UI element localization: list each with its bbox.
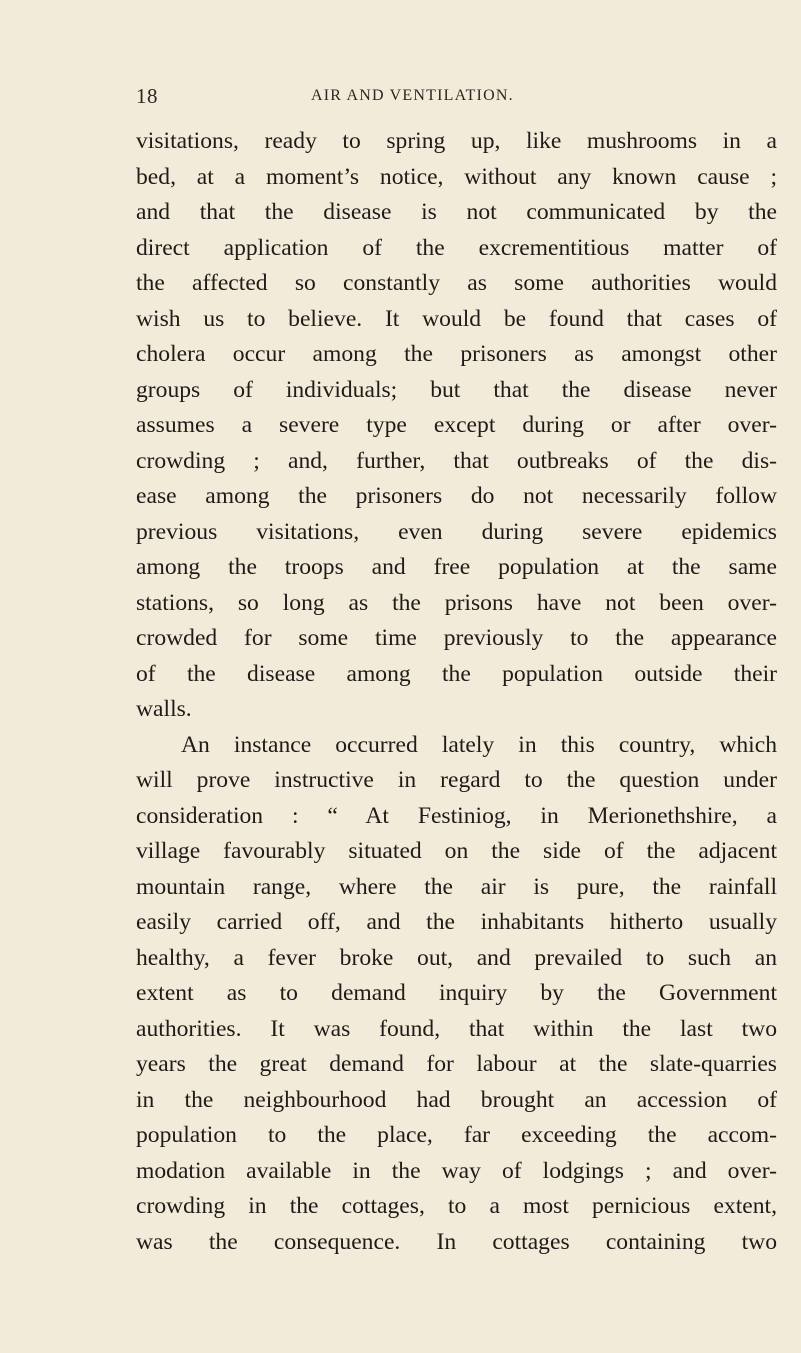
text-line: modation available in the way of lodgings ; and over- <box>136 1157 777 1184</box>
text-line: village favourably situated on the side of the adjacent <box>136 838 777 864</box>
text-line: and that the disease is not communicated by the <box>136 199 777 225</box>
text-line: groups of individuals; but that the disease never <box>136 376 777 403</box>
text-line: of the disease among the population outside their <box>136 660 777 687</box>
text-line: years the great demand for labour at the slate-quarries <box>136 1051 777 1077</box>
text-line: crowded for some time previously to the appearance <box>136 625 777 651</box>
text-line: population to the place, far exceeding the accom- <box>136 1122 777 1148</box>
text-line: stations, so long as the prisons have not been over- <box>136 589 777 616</box>
text-line: previous visitations, even during severe epidemics <box>136 518 777 545</box>
text-line: assumes a severe type except during or after over- <box>136 412 777 438</box>
text-line: crowding ; and, further, that outbreaks of the dis- <box>136 447 777 474</box>
body-text <box>136 124 777 1260</box>
text-line: healthy, a fever broke out, and prevailed to such an <box>136 944 777 971</box>
running-title: AIR AND VENTILATION. <box>311 87 514 104</box>
text-line: cholera occur among the prisoners as amongst other <box>136 341 777 367</box>
text-line: the affected so constantly as some authorities would <box>136 270 777 296</box>
text-line: ease among the prisoners do not necessarily follow <box>136 483 777 509</box>
text-line: walls. <box>136 696 192 722</box>
text-line: extent as to demand inquiry by the Government <box>136 980 777 1006</box>
text-line: direct application of the excrementitious matter of <box>136 234 777 261</box>
text-line: visitations, ready to spring up, like mushrooms in a <box>136 128 777 154</box>
page-header <box>136 84 776 112</box>
text-line: bed, at a moment’s notice, without any known cause ; <box>136 163 777 190</box>
text-line: authorities. It was found, that within the last two <box>136 1015 777 1042</box>
text-line: An instance occurred lately in this country, which <box>181 731 777 758</box>
text-line: among the troops and free population at the same <box>136 554 777 580</box>
page-number: 18 <box>136 84 158 108</box>
text-line: in the neighbourhood had brought an accession of <box>136 1086 777 1113</box>
text-line: crowding in the cottages, to a most pernicious extent, <box>136 1193 777 1219</box>
text-line: wish us to believe. It would be found that cases of <box>136 305 777 332</box>
text-line: will prove instructive in regard to the question under <box>136 767 777 793</box>
text-line: consideration : “ At Festiniog, in Merionethshire, a <box>136 802 777 829</box>
text-line: was the consequence. In cottages containing two <box>136 1228 777 1255</box>
text-line: easily carried off, and the inhabitants hitherto usually <box>136 909 777 935</box>
text-line: mountain range, where the air is pure, the rainfall <box>136 873 777 900</box>
